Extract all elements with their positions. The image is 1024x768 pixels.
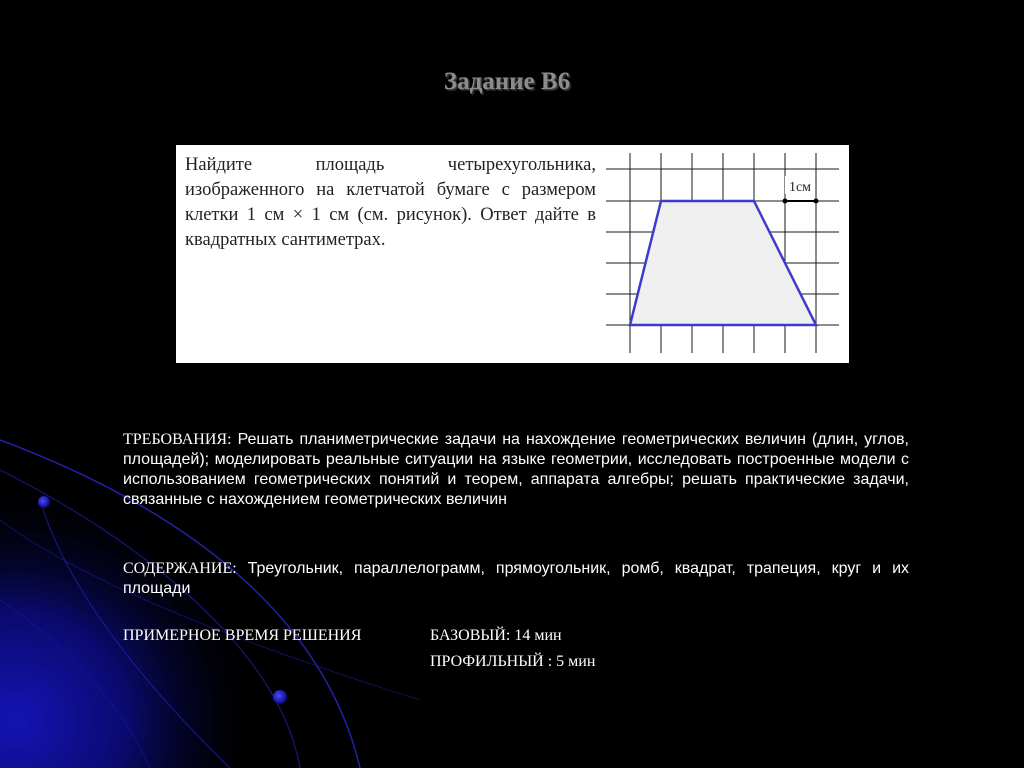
decor-dot xyxy=(38,496,50,508)
content-text: Треугольник, параллелограмм, прямоугольник, ромб, квадрат, трапеция, круг и их площади xyxy=(123,560,910,597)
grid-figure xyxy=(601,153,841,353)
decor-dot xyxy=(273,690,287,704)
scale-label: 1см xyxy=(788,180,812,195)
basic-time: БАЗОВЫЙ: 14 мин xyxy=(430,627,562,644)
task-text: Найдите площадь четырехугольника, изображенного на клетчатой бумаге с размером клетки 1 см × 1 см (см. рисунок). Ответ дайте в квадратных сантиметрах. xyxy=(185,155,596,250)
requirements-label: ТРЕБОВАНИЯ: xyxy=(123,431,232,448)
task-card xyxy=(176,145,849,363)
profile-time: ПРОФИЛЬНЫЙ : 5 мин xyxy=(430,653,596,670)
requirements-text: Решать планиметрические задачи на нахождение геометрических величин (длин, углов, площадей); моделировать реальные ситуации на языке геометрии, исследовать построенные модели с использованием геометрических понятий и теорем, аппарата алгебры; решать практические задачи, связанные с нахождением геометрических величин xyxy=(123,431,910,508)
content-block xyxy=(123,559,909,599)
requirements-block xyxy=(123,430,909,510)
slide-title: Задание В6 xyxy=(443,68,571,95)
solve-time-label: ПРИМЕРНОЕ ВРЕМЯ РЕШЕНИЯ xyxy=(123,627,362,644)
content-label: СОДЕРЖАНИЕ: xyxy=(123,560,237,577)
